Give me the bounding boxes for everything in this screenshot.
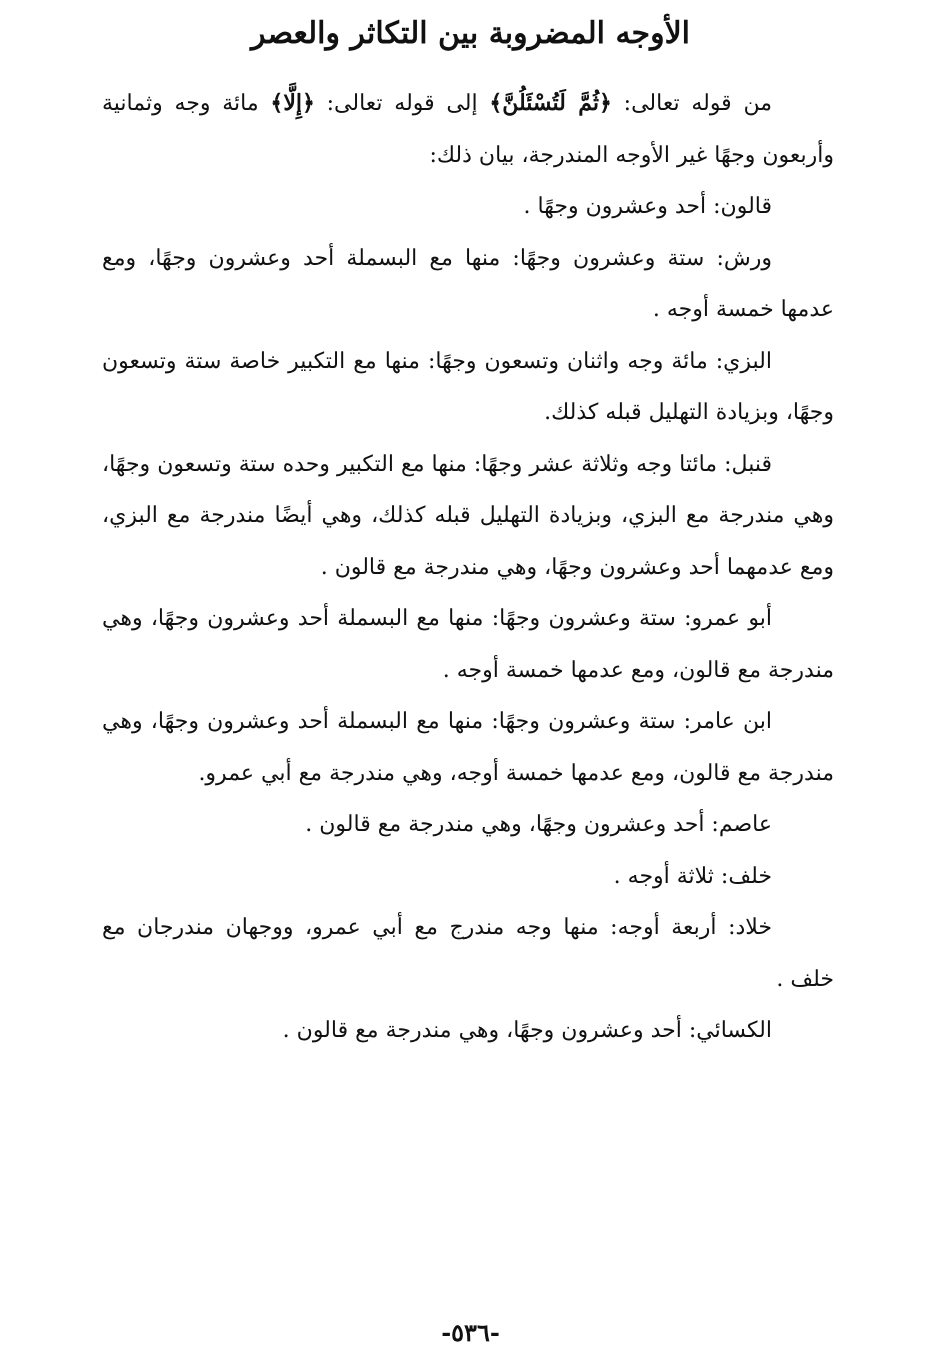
paragraph-qalun: قالون: أحد وعشرون وجهًا . <box>523 194 772 219</box>
intro-text-start: من قوله تعالى: <box>611 91 772 116</box>
paragraph-ibn-amir: ابن عامر: ستة وعشرون وجهًا: منها مع البسملة أحد وعشرون وجهًا، وهي مندرجة مع قالون، ومع عدمها خمسة أوجه، وهي مندرجة مع أبي عمرو. <box>102 709 834 786</box>
paragraph-khalaf: خلف: ثلاثة أوجه . <box>613 863 772 889</box>
page-title: الأوجه المضروبة بين التكاثر والعصر <box>250 16 691 51</box>
paragraph-khallad: خلاد: أربعة أوجه: منها وجه مندرج مع أبي عمرو، ووجهان مندرجان مع خلف . <box>102 915 834 992</box>
quran-quote: ﴿ثُمَّ لَتُسْئَلُنَّ﴾ <box>489 90 612 116</box>
intro-text-end: مائة وجه وثمانية وأربعون وجهًا غير الأوجه المندرجة، بيان ذلك: <box>102 91 834 168</box>
page-body <box>102 78 834 1057</box>
paragraph-qunbul: قنبل: مائتا وجه وثلاثة عشر وجهًا: منها مع التكبير وحده ستة وتسعون وجهًا، وهي مندرجة مع البزي، وبزيادة التهليل قبله كذلك، وهي أيضًا مندرجة مع البزي، ومع عدمهما أحد وعشرون وجهًا، وهي مندرجة مع قالون . <box>102 451 834 580</box>
page-number: -٥٣٦- <box>441 1318 500 1347</box>
paragraph-abu-amr: أبو عمرو: ستة وعشرون وجهًا: منها مع البسملة أحد وعشرون وجهًا، وهي مندرجة مع قالون، ومع عدمها خمسة أوجه . <box>102 606 834 683</box>
paragraph-kisai: الكسائي: أحد وعشرون وجهًا، وهي مندرجة مع قالون . <box>282 1018 772 1043</box>
paragraph-asim: عاصم: أحد وعشرون وجهًا، وهي مندرجة مع قالون . <box>305 812 772 837</box>
intro-paragraph <box>102 78 834 181</box>
paragraph-bazzi: البزي: مائة وجه واثنان وتسعون وجهًا: منها مع التكبير خاصة ستة وتسعون وجهًا، وبزيادة التهليل قبله كذلك. <box>102 348 834 425</box>
paragraph-warsh: ورش: ستة وعشرون وجهًا: منها مع البسملة أحد وعشرون وجهًا، ومع عدمها خمسة أوجه . <box>102 245 834 322</box>
intro-text-middle: إلى قوله تعالى: <box>314 91 490 116</box>
quran-quote: ﴿إِلَّا﴾ <box>270 90 315 116</box>
